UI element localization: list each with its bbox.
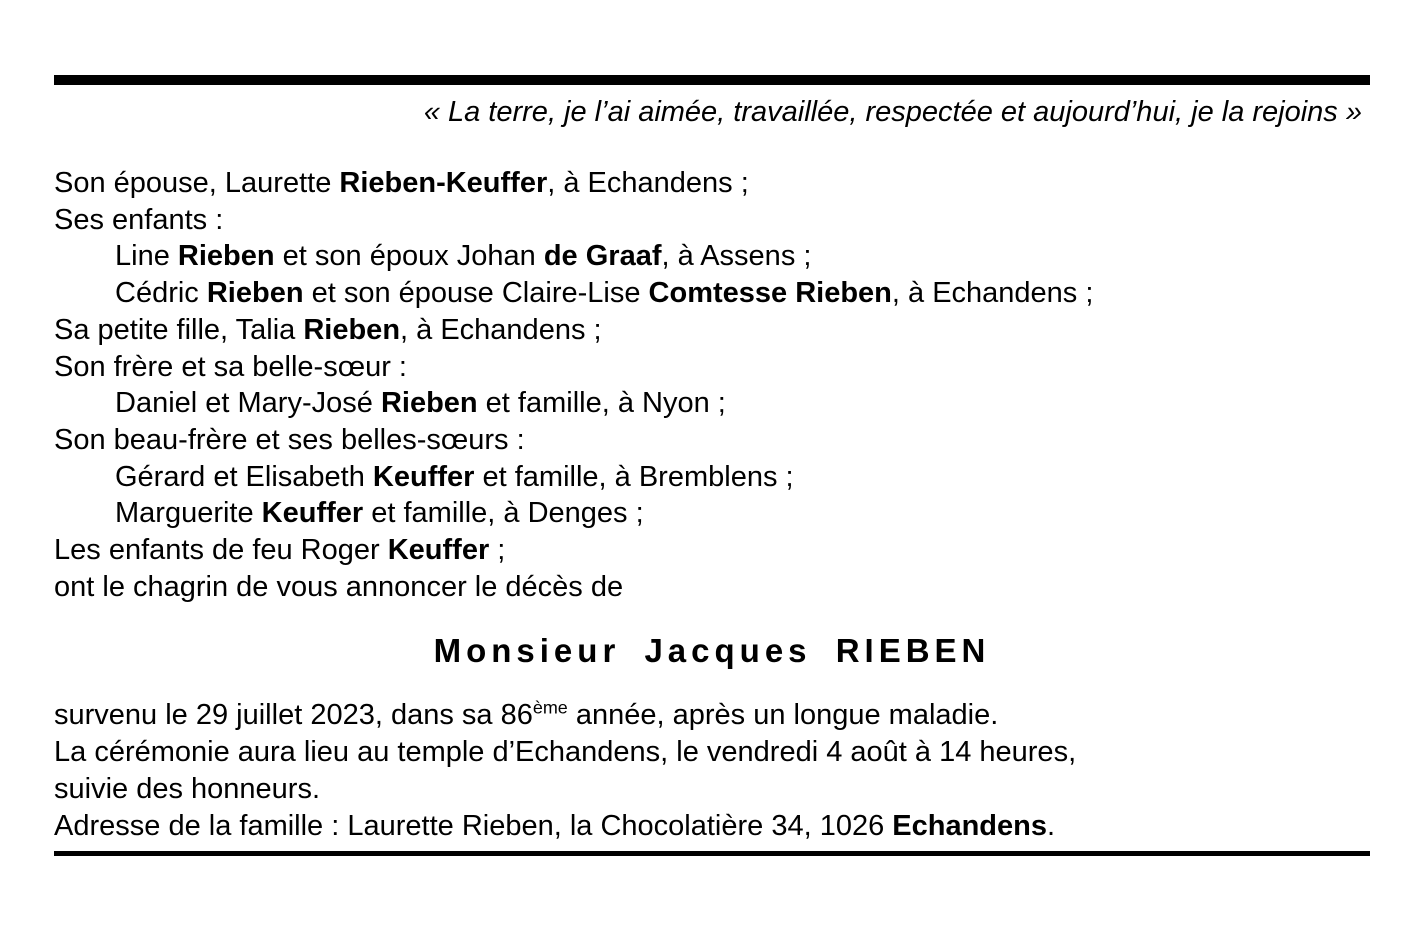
notice-line: Cédric Rieben et son épouse Claire-Lise Comtesse Rieben, à Echandens ; (115, 277, 1094, 310)
notice-line: Marguerite Keuffer et famille, à Denges ; (115, 497, 644, 530)
notice-line: Adresse de la famille : Laurette Rieben, la Chocolatière 34, 1026 Echandens. (54, 809, 1056, 842)
notice-line: Son beau-frère et ses belles-sœurs : (54, 423, 525, 456)
notice-line: Daniel et Mary-José Rieben et famille, à Nyon ; (115, 387, 726, 420)
notice-line: Son frère et sa belle-sœur : (54, 350, 407, 383)
epigraph-quote: « La terre, je l’ai aimée, travaillée, respectée et aujourd’hui, je la rejoins » (423, 96, 1362, 128)
family-announcement-block (54, 165, 1370, 605)
notice-line: ont le chagrin de vous annoncer le décès de (54, 570, 624, 603)
notice-line: Les enfants de feu Roger Keuffer ; (54, 534, 506, 567)
notice-line: Gérard et Elisabeth Keuffer et famille, à Bremblens ; (115, 460, 794, 493)
notice-line: Line Rieben et son époux Johan de Graaf, à Assens ; (115, 240, 812, 273)
notice-line: Son épouse, Laurette Rieben-Keuffer, à Echandens ; (54, 167, 749, 199)
top-rule (54, 75, 1370, 85)
notice-line: suivie des honneurs. (54, 772, 320, 805)
notice-line: survenu le 29 juillet 2023, dans sa 86ème année, après un longue maladie. (54, 697, 999, 732)
bottom-rule (54, 851, 1370, 856)
notice-content (54, 0, 1370, 856)
notice-line: La cérémonie aura lieu au temple d’Echandens, le vendredi 4 août à 14 heures, (54, 736, 1077, 769)
notice-line: Sa petite fille, Talia Rieben, à Echandens ; (54, 313, 602, 346)
ceremony-details-block (54, 697, 1370, 844)
notice-line: Ses enfants : (54, 203, 224, 236)
deceased-name-heading: Monsieur Jacques RIEBEN (433, 632, 991, 670)
